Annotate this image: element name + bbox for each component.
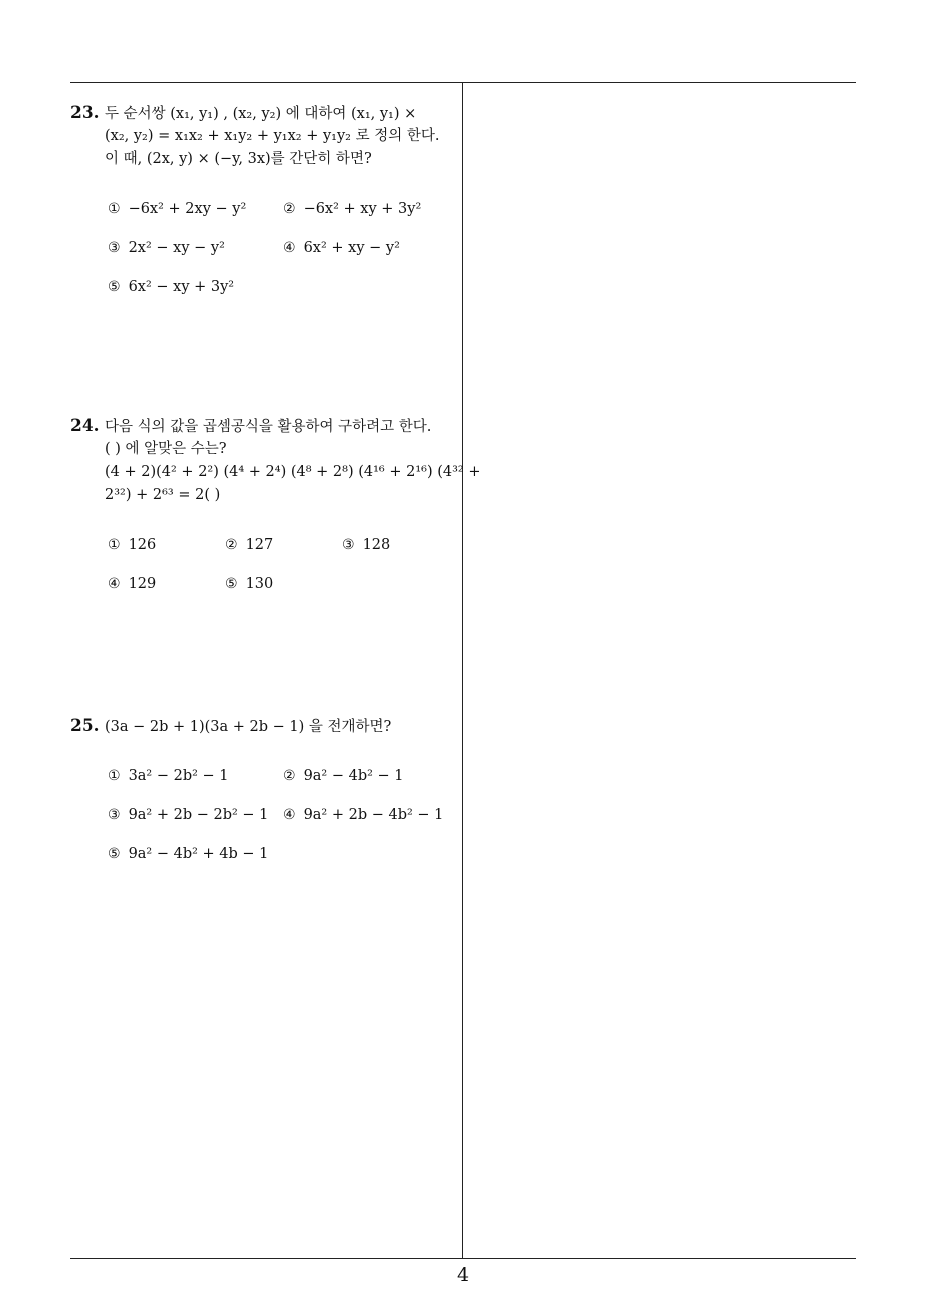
choice-text: 126 bbox=[128, 537, 157, 553]
choice-mark: ② bbox=[283, 768, 296, 784]
question-23 bbox=[70, 103, 456, 301]
question-text-line: (4 + 2)(4² + 2²) (4⁴ + 2⁴) (4⁸ + 2⁸) (4¹⁶ + 2¹⁶) (4³² + bbox=[105, 464, 481, 480]
choice-1[interactable] bbox=[108, 768, 229, 784]
choice-text: 6x² − xy + 3y² bbox=[128, 279, 235, 295]
choice-text: 130 bbox=[245, 576, 274, 592]
choice-mark: ① bbox=[108, 537, 121, 553]
choice-list bbox=[108, 537, 456, 597]
choice-text: 9a² − 4b² − 1 bbox=[303, 768, 404, 784]
choice-text: 129 bbox=[128, 576, 157, 592]
choice-text: 2x² − xy − y² bbox=[128, 240, 225, 256]
question-24 bbox=[70, 416, 481, 597]
choice-list bbox=[108, 768, 456, 868]
choice-mark: ③ bbox=[108, 807, 121, 823]
choice-2[interactable] bbox=[225, 537, 273, 553]
question-text-line: 두 순서쌍 (x₁, y₁) , (x₂, y₂) 에 대하여 (x₁, y₁) × bbox=[105, 106, 417, 122]
question-text-line: 다음 식의 값을 곱셈공식을 활용하여 구하려고 한다. bbox=[105, 419, 432, 435]
choice-4[interactable] bbox=[283, 807, 443, 823]
choice-2[interactable] bbox=[283, 768, 404, 784]
choice-text: 9a² − 4b² + 4b − 1 bbox=[128, 846, 269, 862]
question-25 bbox=[70, 716, 456, 868]
choice-mark: ① bbox=[108, 768, 121, 784]
choice-4[interactable] bbox=[283, 240, 400, 256]
question-text-line: 이 때, (2x, y) × (−y, 3x)를 간단히 하면? bbox=[105, 151, 372, 167]
choice-mark: ⑤ bbox=[225, 576, 238, 592]
choice-3[interactable] bbox=[108, 807, 268, 823]
choice-mark: ② bbox=[283, 201, 296, 217]
choice-5[interactable] bbox=[225, 576, 273, 592]
choice-text: −6x² + xy + 3y² bbox=[303, 201, 422, 217]
question-text-line: ( ) 에 알맞은 수는? bbox=[105, 441, 227, 457]
choice-5[interactable] bbox=[108, 846, 268, 862]
choice-2[interactable] bbox=[283, 201, 421, 217]
question-number: 24. bbox=[70, 416, 100, 436]
choice-text: −6x² + 2xy − y² bbox=[128, 201, 247, 217]
choice-text: 128 bbox=[362, 537, 391, 553]
choice-mark: ② bbox=[225, 537, 238, 553]
choice-mark: ④ bbox=[283, 240, 296, 256]
choice-3[interactable] bbox=[342, 537, 390, 553]
choice-text: 6x² + xy − y² bbox=[303, 240, 400, 256]
column-divider bbox=[462, 82, 463, 1258]
choice-mark: ⑤ bbox=[108, 279, 121, 295]
choice-mark: ③ bbox=[108, 240, 121, 256]
choice-1[interactable] bbox=[108, 537, 156, 553]
choice-mark: ④ bbox=[108, 576, 121, 592]
choice-text: 3a² − 2b² − 1 bbox=[128, 768, 229, 784]
choice-3[interactable] bbox=[108, 240, 225, 256]
choice-5[interactable] bbox=[108, 279, 234, 295]
choice-mark: ⑤ bbox=[108, 846, 121, 862]
question-text-line: 2³²) + 2⁶³ = 2( ) bbox=[105, 487, 221, 503]
choice-mark: ④ bbox=[283, 807, 296, 823]
choice-1[interactable] bbox=[108, 201, 246, 217]
choice-mark: ③ bbox=[342, 537, 355, 553]
choice-text: 127 bbox=[245, 537, 274, 553]
question-number: 23. bbox=[70, 103, 100, 123]
question-text-line: (x₂, y₂) = x₁x₂ + x₁y₂ + y₁x₂ + y₁y₂ 로 정의 한다. bbox=[105, 128, 440, 144]
choice-list bbox=[108, 201, 456, 301]
choice-mark: ① bbox=[108, 201, 121, 217]
page-number: 4 bbox=[456, 1264, 470, 1286]
footer-rule bbox=[70, 1258, 856, 1259]
header-rule bbox=[70, 82, 856, 83]
choice-text: 9a² + 2b − 2b² − 1 bbox=[128, 807, 269, 823]
choice-4[interactable] bbox=[108, 576, 156, 592]
question-number: 25. bbox=[70, 716, 100, 736]
question-text-line: (3a − 2b + 1)(3a + 2b − 1) 을 전개하면? bbox=[105, 719, 392, 735]
choice-text: 9a² + 2b − 4b² − 1 bbox=[303, 807, 444, 823]
